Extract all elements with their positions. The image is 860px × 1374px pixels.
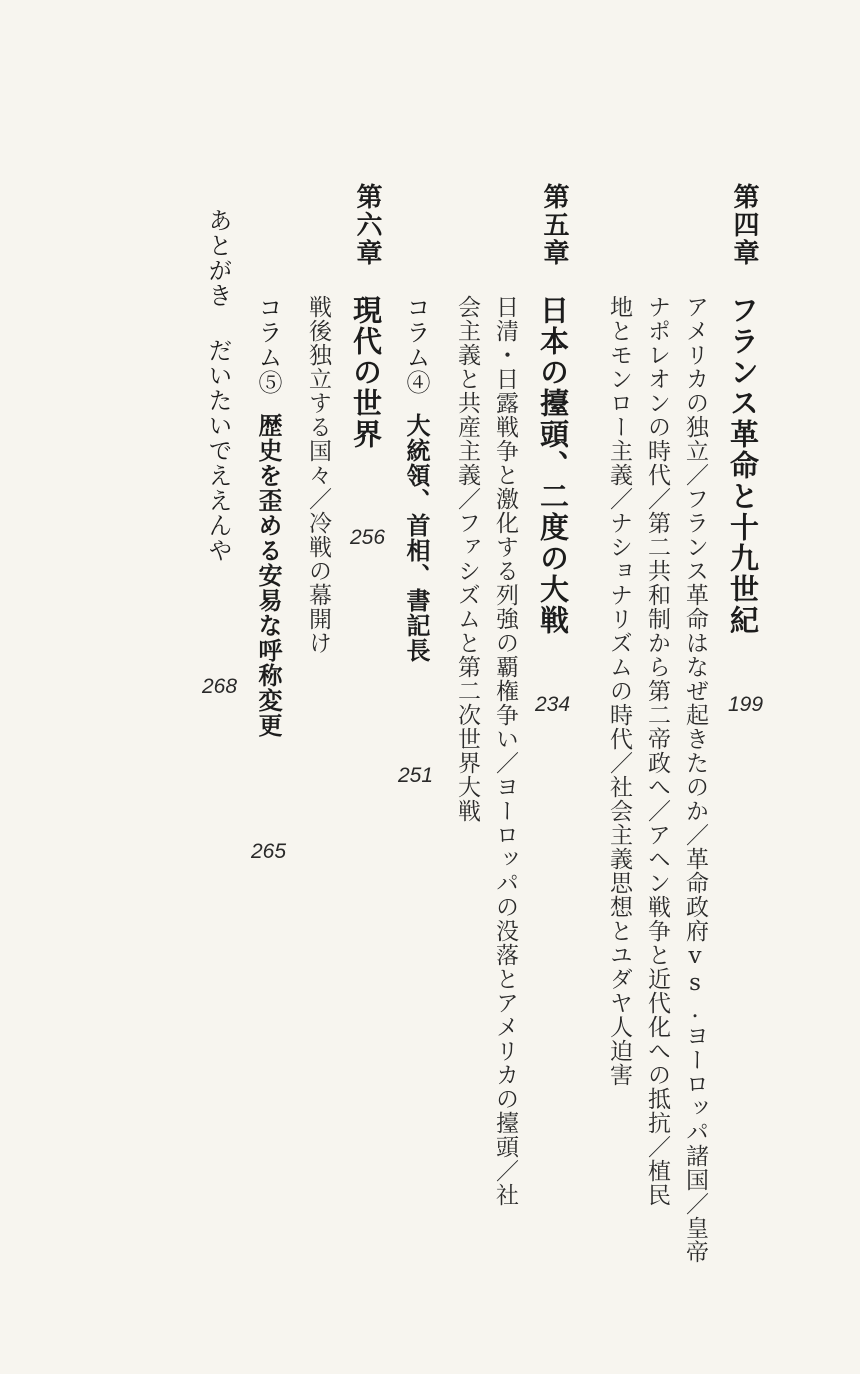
afterword-label: あとがき	[204, 208, 232, 308]
column-4-prefix: コラム④	[402, 295, 430, 395]
column-5-heading	[254, 295, 283, 738]
column-4-heading	[402, 295, 431, 663]
chapter-5-page-number: 234	[535, 693, 571, 716]
column-4-title: 大統領、首相、書記長	[402, 413, 431, 663]
chapter-6-title: 現代の世界	[349, 295, 383, 450]
afterword-page-number: 268	[202, 675, 238, 698]
chapter-5-title: 日本の擡頭、二度の大戦	[536, 295, 570, 636]
chapter-4-summary-line-1: アメリカの独立／フランス革命はなぜ起きたのか／革命政府vs.ヨーロッパ諸国／皇帝	[682, 295, 708, 1264]
chapter-5-label: 第五章	[539, 183, 569, 267]
chapter-5-summary-line-1: 日清・日露戦争と激化する列強の覇権争い／ヨーロッパの没落とアメリカの擡頭／社	[492, 295, 518, 1207]
afterword-heading	[206, 208, 230, 563]
column-5-prefix: コラム⑤	[254, 295, 282, 395]
chapter-5-summary-line-2: 会主義と共産主義／ファシズムと第二次世界大戦	[454, 295, 480, 823]
chapter-6-page-number: 256	[350, 526, 386, 549]
chapter-6-label: 第六章	[352, 183, 382, 267]
column-5-title: 歴史を歪める安易な呼称変更	[254, 413, 283, 738]
column-4-page-number: 251	[398, 764, 434, 787]
column-5-page-number: 265	[251, 840, 287, 863]
chapter-4-summary-line-3: 地とモンロー主義／ナショナリズムの時代／社会主義思想とユダヤ人迫害	[606, 295, 632, 1087]
chapter-6-summary-line-1: 戦後独立する国々／冷戦の幕開け	[305, 295, 331, 655]
chapter-4-summary-line-2: ナポレオンの時代／第二共和制から第二帝政へ／アヘン戦争と近代化への抵抗／植民	[644, 295, 670, 1207]
afterword-title: だいたいでええんや	[204, 338, 232, 563]
chapter-4-title: フランス革命と十九世紀	[726, 295, 760, 636]
chapter-4-label: 第四章	[729, 183, 759, 267]
chapter-4-page-number: 199	[728, 693, 764, 716]
